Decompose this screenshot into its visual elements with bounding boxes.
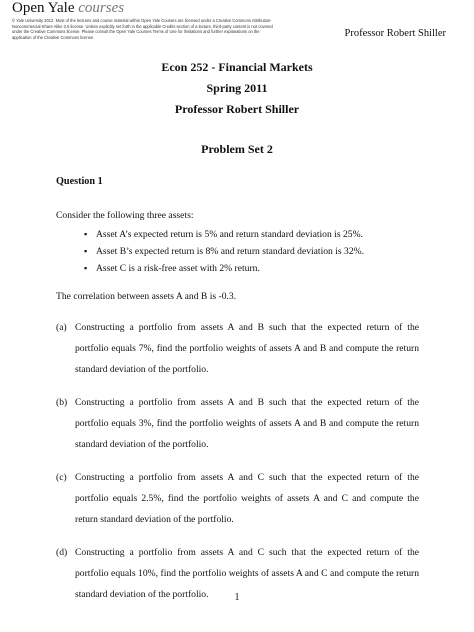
question-heading: Question 1 [56, 176, 103, 187]
license-notice: © Yale University 2012. Most of the lectures and course material within Open Yale Courses are licensed under a Creative Commons Attribution-Noncommercial-Share Alike 3.0 license. Unless explicitly set forth in the applicable Credits section of a lecture, third-party content is not covered under the Creative Commons license. Please consult the Open Yale Courses Terms of Use for limitations and further explanations on the application of the Creative Commons license. [12, 18, 273, 40]
list-item: ▪ Asset B’s expected return is 8% and return standard deviation is 32%. [84, 243, 419, 260]
problem-set-title: Problem Set 2 [201, 142, 273, 156]
bullet-icon: ▪ [84, 246, 88, 256]
logo-sub-text: courses [78, 0, 125, 16]
page-number: 1 [234, 592, 240, 603]
part-text: Constructing a portfolio from assets A and B such that the expected return of the portfolio equals 7%, find the portfolio weights of assets A and B and compute the return standard deviation of the portfolio. [75, 322, 419, 375]
part-text: Constructing a portfolio from assets A and B such that the expected return of the portfolio equals 3%, find the portfolio weights of assets A and B and compute the return standard deviation of the portfolio. [75, 397, 419, 450]
part-text: Constructing a portfolio from assets A and C such that the expected return of the portfolio equals 2.5%, find the portfolio weights of assets A and C and compute the return standard deviation of the portfolio. [75, 472, 419, 525]
asset-list [56, 226, 419, 277]
term-title: Spring 2011 [206, 81, 268, 95]
question-part-b [56, 392, 419, 455]
list-item: ▪ Asset C is a risk-free asset with 2% return. [84, 260, 419, 277]
bullet-icon: ▪ [84, 229, 88, 239]
header-professor: Professor Robert Shiller [344, 28, 446, 39]
part-text: Constructing a portfolio from assets A and C such that the expected return of the portfolio equals 10%, find the portfolio weights of assets A and C and compute the return standard deviation of the portfolio. [75, 547, 419, 600]
part-label: (b) [56, 397, 68, 408]
question-part-c [56, 467, 419, 530]
bullet-icon: ▪ [84, 263, 88, 273]
part-label: (a) [56, 322, 67, 333]
course-title: Econ 252 - Financial Markets [161, 60, 313, 74]
correlation-statement: The correlation between assets A and B is -0.3. [56, 291, 237, 302]
part-label: (d) [56, 547, 68, 558]
logo-main-text: Open Yale [12, 0, 75, 16]
question-intro: Consider the following three assets: [56, 210, 194, 221]
open-yale-logo [12, 0, 124, 17]
part-label: (c) [56, 472, 67, 483]
title-block [0, 57, 474, 157]
professor-title: Professor Robert Shiller [174, 102, 300, 116]
question-part-a [56, 317, 419, 380]
question-content [56, 172, 419, 605]
list-item: ▪ Asset A’s expected return is 5% and return standard deviation is 25%. [84, 226, 419, 243]
